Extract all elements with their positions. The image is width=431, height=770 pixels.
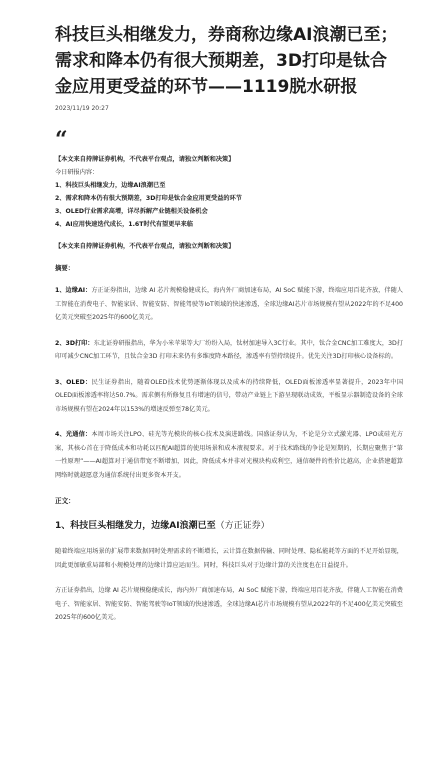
table-of-contents [55,166,403,231]
publish-date: 2023/11/19 20:27 [55,105,109,112]
toc-item: 4、AI应用快速迭代成长，1.6T时代有望更早来临 [55,221,193,228]
body-paragraph: 随着终端应用场景的扩展带来数据同时处理需求的不断增长，云计算在数据传输、同时处理、隐私能耗等方面的不足开始显现，因此更加敏重局部和小规模处理的边缘计算应运而生。同时，科技巨头对于边缘计算的关注度也在日益提升。 [55,548,403,569]
toc-item: 1、科技巨头相继发力，边缘AI浪潮已至 [55,182,166,189]
disclaimer-notice-repeat: 【本文来自持牌证券机构，不代表平台观点，请独立判断和决策】 [55,243,235,250]
toc-item: 3、OLED行业需求高增，详尽拆解产业链相关设备机会 [55,208,208,215]
disclaimer-notice: 【本文来自持牌证券机构，不代表平台观点，请独立判断和决策】 [55,156,235,163]
toc-label: 今日研报内容： [55,169,99,176]
body-label: 正文： [55,497,75,505]
summary-label: 摘要： [55,264,75,272]
body-paragraph: 方正证券指出，边缘 AI 芯片规模稳健成长，海内外厂商加速布局，AI SoC 赋能下游，终端应用百花齐放，伴随人工智能在消费电子、智能家居、智能安防、智能驾驶等IoT领域的快速渗透，全球边缘AI芯片市场规模有望从2022年的不足400亿美元突破至2025年的600亿美元。 [55,587,403,621]
summary-paragraph [55,428,403,482]
toc-item: 2、需求和降本仍有很大预期差，3D打印是钛合金应用更受益的环节 [55,195,242,202]
summary-paragraph [55,284,403,325]
summary-paragraph [55,337,403,364]
section-heading [55,519,403,533]
summary-paragraph [55,376,403,417]
summary-lead: 2、3D打印： [55,339,94,347]
section-heading-text: 1、科技巨头相继发力，边缘AI浪潮已至 [55,521,216,531]
summary-lead: 1、边缘AI： [55,287,92,294]
summary-text: 东北证券研报指出，华为小米苹果等大厂纷纷入局，钛材加速导入3C行业。其中，钛合金CNC加工难度大，3D打印可减少CNC加工环节，且钛合金3D 打印未来仍有多维度降本路径，渗透率有望持续提升。优先关注3D打印核心设备标的。 [55,339,403,360]
summary-text: 方正证券指出，边缘 AI 芯片规模稳健成长，海内外厂商加速布局，AI SoC 赋能下游，终端应用百花齐放，伴随人工智能在消费电子、智能家居、智能安防、智能驾驶等IoT领域的快速渗透，全球边缘AI芯片市场规模有望从2022年的不足400亿美元突破至2025年的600亿美元。 [55,287,403,321]
article-title: 科技巨头相继发力，券商称边缘AI浪潮已至；需求和降本仍有很大预期差，3D打印是钛合金应用更受益的环节——1119脱水研报 [55,25,398,97]
summary-text: 民生证券指出，随着OLED技术优势逐渐体现以及成本的持续降低，OLED面板渗透率显著提升，2023年中国OLED面板渗透率将达50.7%。需求侧有所修复且有增速的信号，带动产业链上下游呈现联动成效，平板显示器制造设备的全球市场规模有望在2024年以153%的增速反弹至78亿美元。 [55,378,404,413]
summary-lead: 3、OLED： [55,378,92,386]
quote-icon: “ [55,127,68,153]
section-source: （方正证券） [215,521,270,531]
summary-text: 本周市场关注LPO、硅光等光模块的核心技术及演进路线。国盛证券认为，不论是分立式激光器、LPO或硅光方案，其核心首在于降低成本和功耗以匹配AI超算的使用场景和成本液视要求。对于技术路线的争论是短期的，长期应聚焦于“第一性原理”——AI超算对于通信带宽不断增加，因此，降低成本并非对光模块构成利空，通信硬件的性价比越高，企业搭建超算网络时就越愿意为通信系统付出更多资本开支。 [55,431,403,479]
summary-lead: 4、光通信： [55,431,92,438]
